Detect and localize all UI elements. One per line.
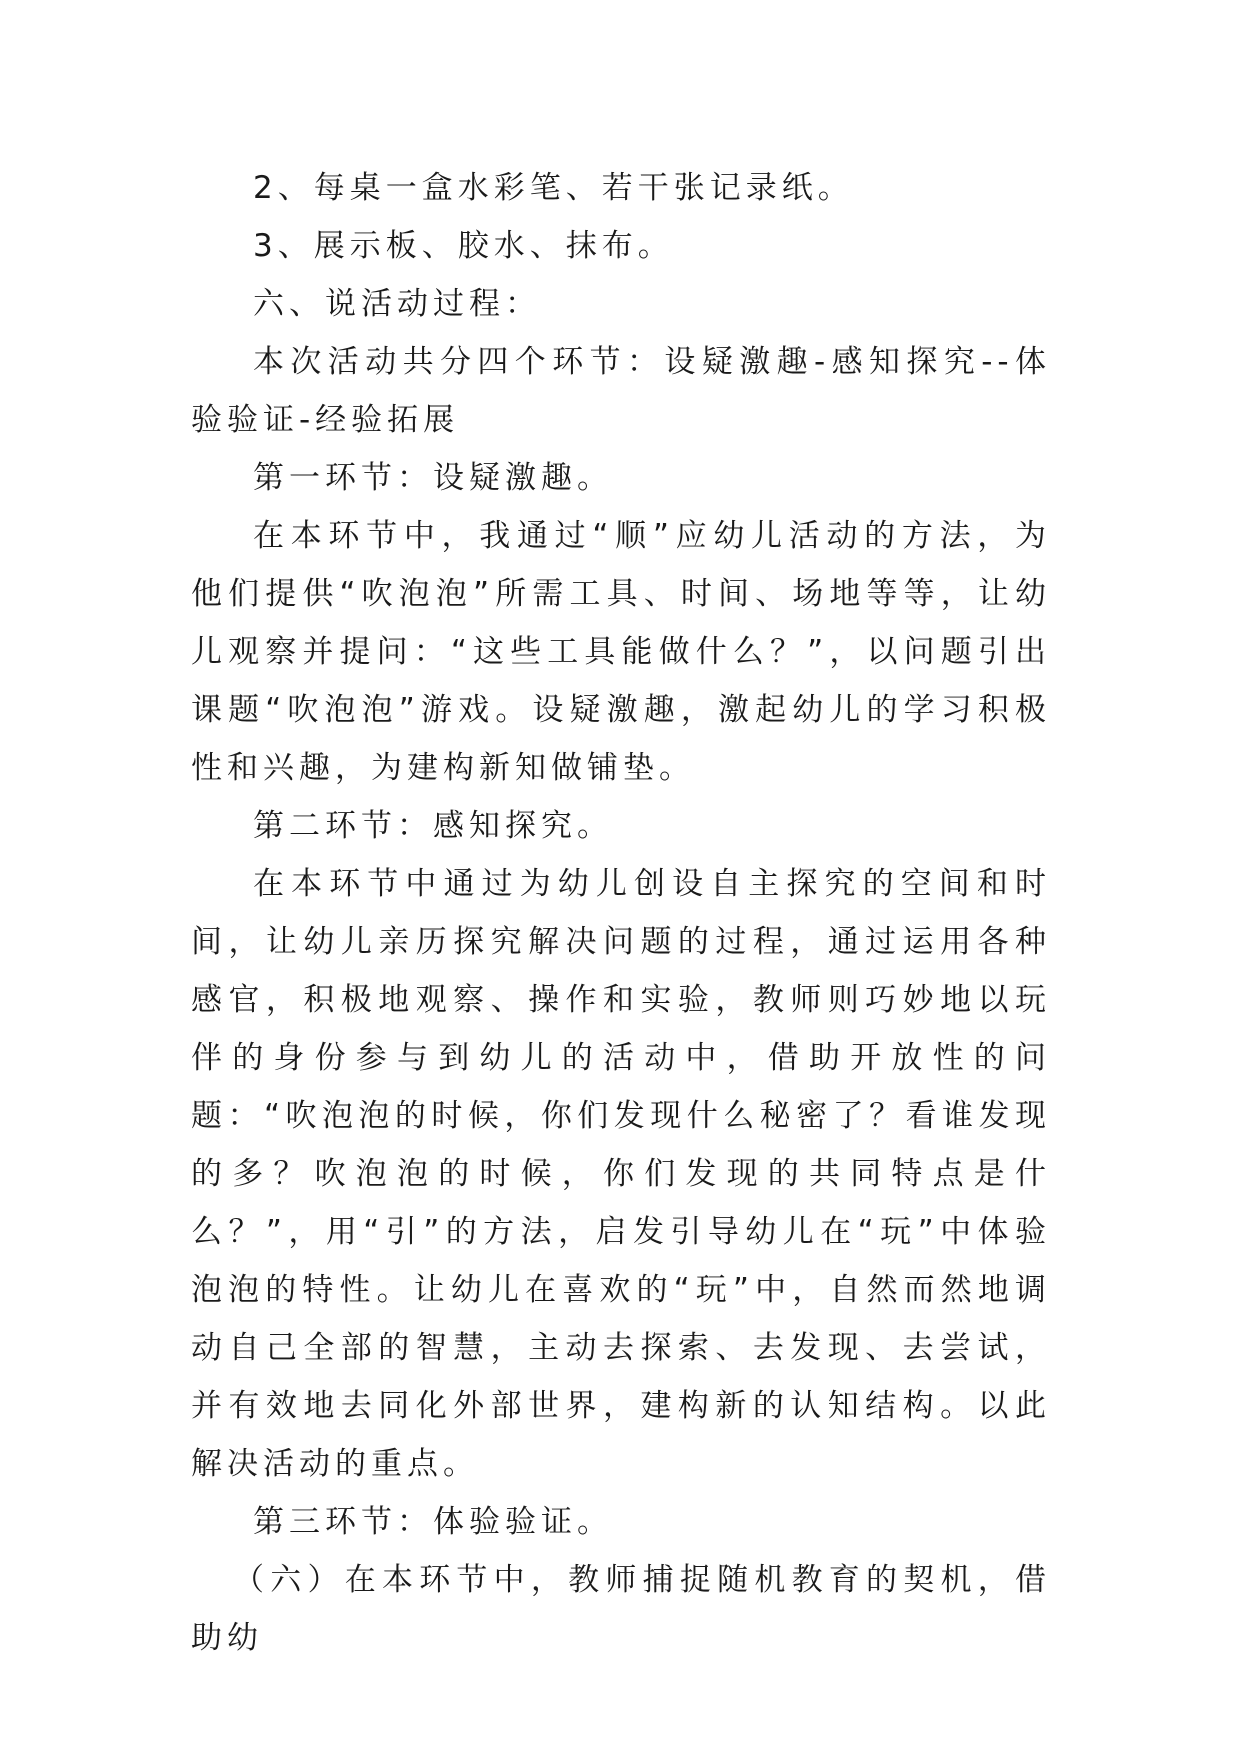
paragraph-materials-3: 3、展示板、胶水、抹布。 — [253, 228, 674, 264]
section-heading-activity-process: 六、说活动过程： — [253, 286, 541, 322]
paragraph-materials-2: 2、每桌一盒水彩笔、若干张记录纸。 — [253, 170, 854, 206]
step-heading-2: 第二环节：感知探究。 — [253, 808, 613, 844]
step-heading-3: 第三环节：体验验证。 — [253, 1504, 613, 1540]
paragraph-step-3: （六）在本环节中，教师捕捉随机教育的契机，借助幼 — [191, 1562, 1051, 1656]
step-heading-1: 第一环节：设疑激趣。 — [253, 460, 613, 496]
paragraph-activity-overview: 本次活动共分四个环节：设疑激趣-感知探究--体验验证-经验拓展 — [191, 344, 1051, 438]
paragraph-step-1: 在本环节中，我通过“顺”应幼儿活动的方法，为他们提供“吹泡泡”所需工具、时间、场地等等，让幼儿观察并提问：“这些工具能做什么？”，以问题引出课题“吹泡泡”游戏。设疑激趣，激起幼儿的学习积极性和兴趣，为建构新知做铺垫。 — [191, 518, 1051, 786]
document-body — [191, 159, 1051, 1667]
paragraph-step-2: 在本环节中通过为幼儿创设自主探究的空间和时间，让幼儿亲历探究解决问题的过程，通过运用各种感官，积极地观察、操作和实验，教师则巧妙地以玩伴的身份参与到幼儿的活动中，借助开放性的问题：“吹泡泡的时候，你们发现什么秘密了？看谁发现的多？吹泡泡的时候，你们发现的共同特点是什么？”，用“引”的方法，启发引导幼儿在“玩”中体验泡泡的特性。让幼儿在喜欢的“玩”中，自然而然地调动自己全部的智慧，主动去探索、去发现、去尝试，并有效地去同化外部世界，建构新的认知结构。以此解决活动的重点。 — [191, 866, 1051, 1482]
